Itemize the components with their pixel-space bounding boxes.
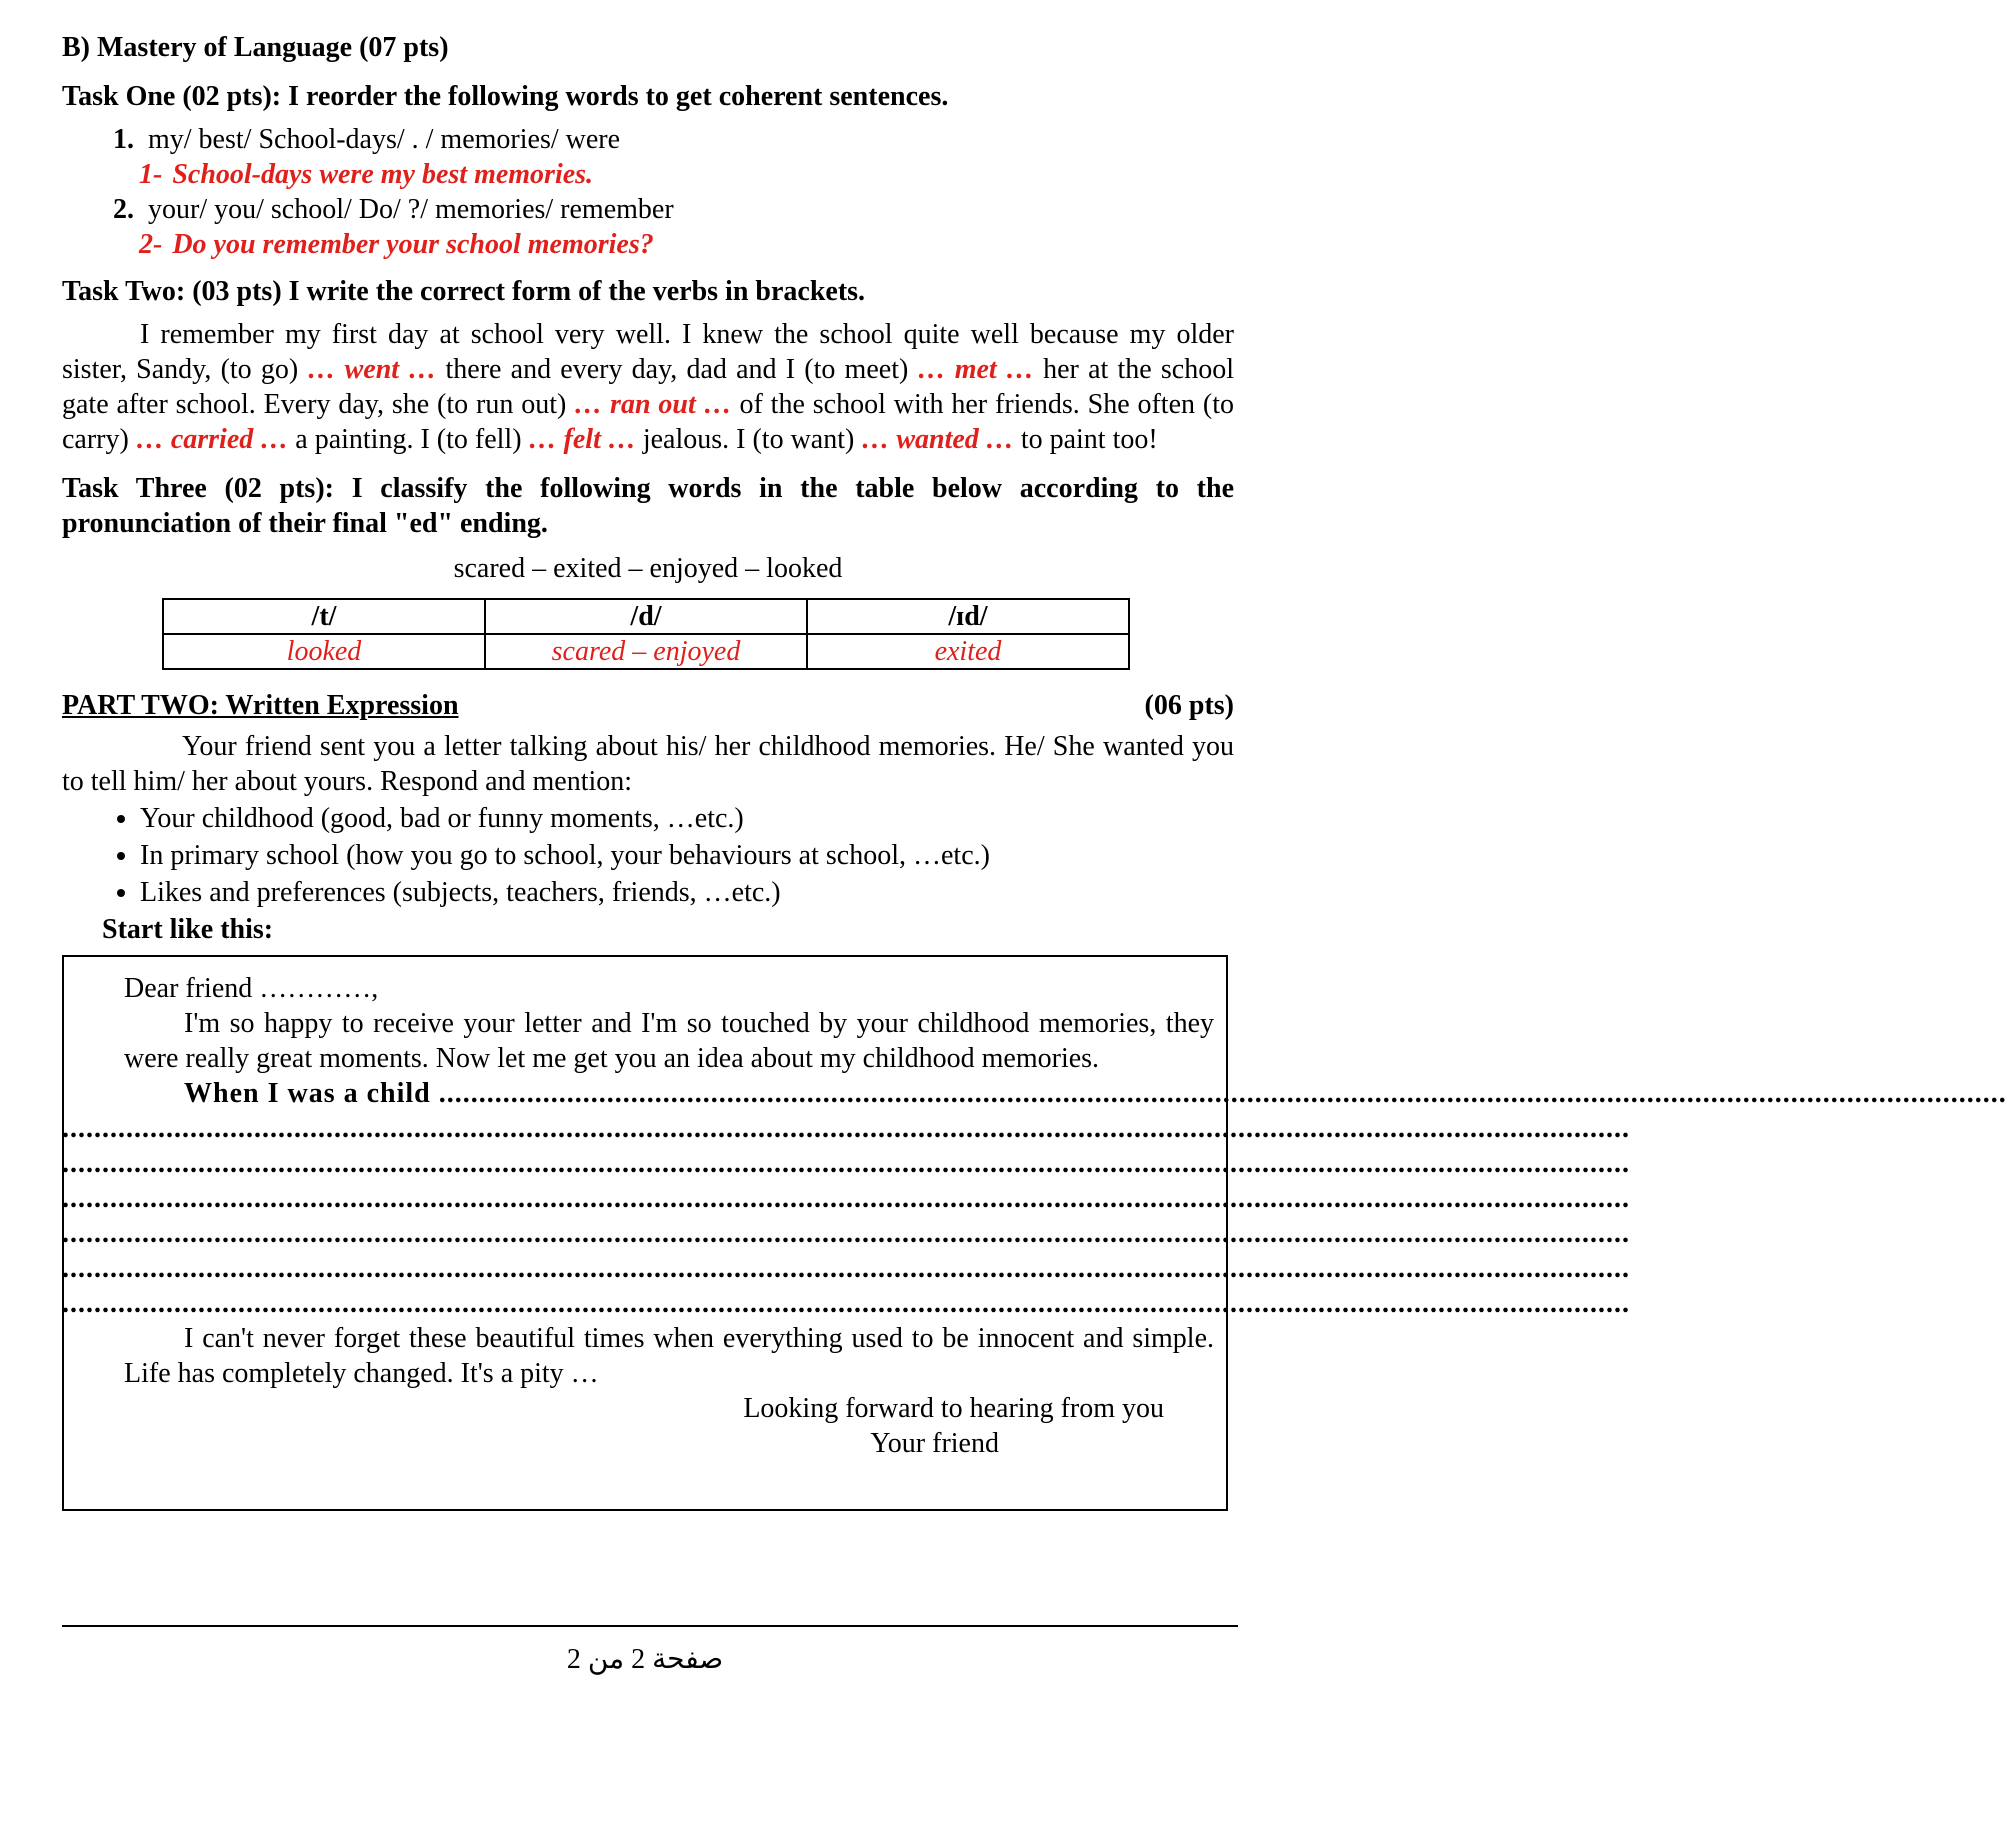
writing-prompt: Your friend sent you a letter talking about his/ her childhood memories. He/ She wanted you to tell him/ her about yours. Respond and mention: xyxy=(62,731,1234,797)
header-id: /ɪd/ xyxy=(807,599,1129,634)
verb-answer-wanted: … wanted … xyxy=(861,424,1014,455)
text-segment: I remember my first day at school very well. I knew the school quite well because my older sister, Sandy, (to go) xyxy=(62,319,1234,385)
letter-paragraph-2: I can't never forget these beautiful times when everything used to be innocent and simple. Life has completely changed. It's a pity … xyxy=(124,1323,1214,1389)
answer-d: scared – enjoyed xyxy=(485,634,807,669)
task-one-item-2 xyxy=(62,192,1234,227)
writing-line: .................................................................................................................................................................................................... xyxy=(62,1183,1630,1214)
answer-t: looked xyxy=(163,634,485,669)
letter-greeting: Dear friend …………, xyxy=(124,973,379,1004)
answer-text: School-days were my best memories. xyxy=(172,159,594,190)
text-segment: there and every day, dad and I (to meet) xyxy=(436,354,918,385)
letter-signature: Your friend xyxy=(870,1428,999,1459)
ed-pronunciation-table xyxy=(162,598,1130,670)
header-t: /t/ xyxy=(163,599,485,634)
item-number: 1. xyxy=(113,124,134,155)
writing-line: .................................................................................................................................................................................................... xyxy=(62,1218,1630,1249)
start-label: Start like this: xyxy=(102,914,274,945)
task-one-list xyxy=(62,122,1234,262)
text-segment: of the school with her friends. She often (to carry) xyxy=(62,389,1234,455)
task-two-heading: Task Two: (03 pts) I write the correct form of the verbs in brackets. xyxy=(62,276,866,307)
letter-when-line xyxy=(64,1076,2007,1111)
scrambled-words: my/ best/ School-days/ . / memories/ were xyxy=(148,124,621,155)
list-item: • Your childhood (good, bad or funny moments, …etc.) xyxy=(140,801,1234,836)
list-item: • Likes and preferences (subjects, teachers, friends, …etc.) xyxy=(140,875,1234,910)
text-segment: her at the school gate after school. Every day, she (to run out) xyxy=(62,354,1235,420)
verb-answer-carried: … carried … xyxy=(135,424,289,455)
task-one-heading: Task One (02 pts): I reorder the following words to get coherent sentences. xyxy=(62,81,949,112)
task-one-answer-1 xyxy=(62,157,1234,192)
writing-line: .................................................................................................................................................................................................... xyxy=(62,1148,1630,1179)
word-list: scared – exited – enjoyed – looked xyxy=(453,553,843,584)
table-answer-row xyxy=(163,634,1129,669)
task-three-heading: Task Three (02 pts): I classify the following words in the table below according to the pronunciation of their final "ed" ending. xyxy=(62,473,1234,539)
answer-label: 2- xyxy=(139,229,163,260)
part-two-title: PART TWO: Written Expression xyxy=(62,690,459,721)
answer-id: exited xyxy=(807,634,1129,669)
letter-paragraph-1: I'm so happy to receive your letter and I'm so touched by your childhood memories, they were really great moments. Now let me get you an idea about my childhood memories. xyxy=(124,1008,1214,1074)
text-segment: jealous. I (to want) xyxy=(635,424,862,455)
section-b-title: B) Mastery of Language (07 pts) xyxy=(62,32,449,63)
header-d: /d/ xyxy=(485,599,807,634)
verb-answer-ran-out: … ran out … xyxy=(574,389,732,420)
footer-divider xyxy=(62,1625,1238,1627)
writing-line: .................................................................................................................................................................................................... xyxy=(62,1288,1630,1319)
exam-page xyxy=(62,30,2007,1511)
verb-answer-went: … went … xyxy=(307,354,437,385)
task-two-paragraph xyxy=(62,317,1234,457)
verb-answer-felt: … felt … xyxy=(528,424,636,455)
task-one-answer-2 xyxy=(62,227,1234,262)
list-item: • In primary school (how you go to school, your behaviours at school, …etc.) xyxy=(140,838,1234,873)
task-one-item-1 xyxy=(62,122,1234,157)
text-segment: to paint too! xyxy=(1013,424,1158,455)
page-number: صفحة 2 من 2 xyxy=(566,1644,724,1675)
when-text: When I was a child xyxy=(184,1078,431,1109)
table-header-row xyxy=(163,599,1129,634)
part-two-points: (06 pts) xyxy=(1144,690,1234,721)
text-segment: a painting. I (to fell) xyxy=(288,424,529,455)
writing-line: .................................................................................................................................................................................................... xyxy=(62,1113,1630,1144)
answer-label: 1- xyxy=(139,159,163,190)
letter-box xyxy=(62,955,2007,1511)
writing-line: .................................................................................................................................................................................................... xyxy=(62,1253,1630,1284)
item-number: 2. xyxy=(113,194,134,225)
part-two-header xyxy=(62,688,1234,723)
letter-closing: Looking forward to hearing from you xyxy=(743,1393,1164,1424)
answer-text: Do you remember your school memories? xyxy=(172,229,654,260)
prompt-bullets xyxy=(62,801,1234,910)
scrambled-words: your/ you/ school/ Do/ ?/ memories/ remember xyxy=(148,194,674,225)
writing-dots: .................................................................................................................................................................................................... xyxy=(438,1078,2007,1109)
verb-answer-met: … met … xyxy=(917,354,1034,385)
